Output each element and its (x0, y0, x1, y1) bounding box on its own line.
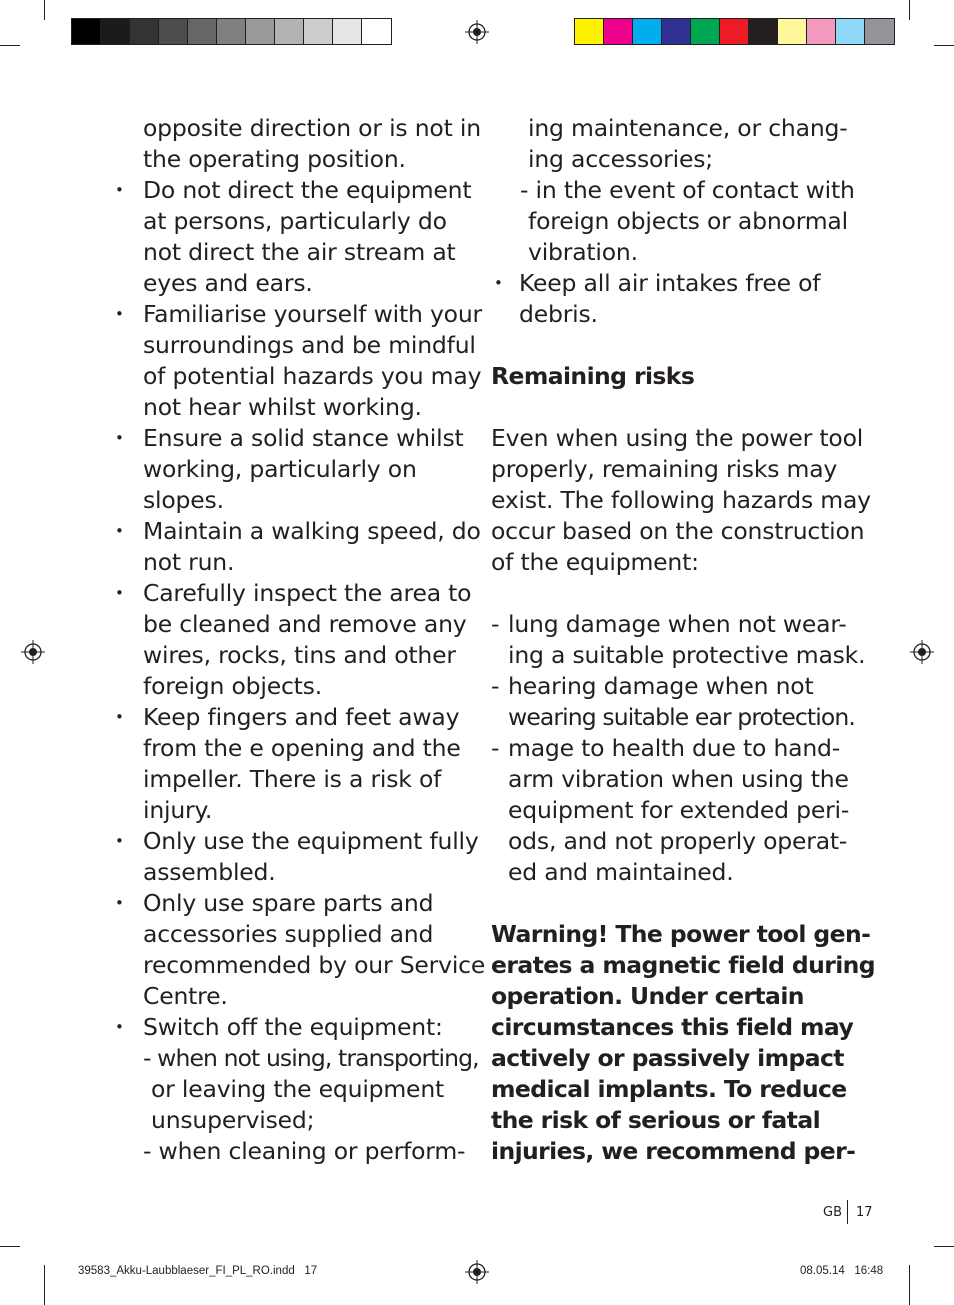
color-swatch (130, 19, 159, 44)
text-line: Switch off the equipment: (143, 1013, 443, 1041)
text-line: ing accessories; (528, 145, 713, 173)
text-line: wearing suitable ear protection. (508, 703, 855, 731)
text-line: injury. (143, 796, 213, 824)
registration-mark-icon (465, 20, 489, 44)
color-swatch (275, 19, 304, 44)
color-swatch (101, 19, 130, 44)
text-line: not hear whilst working. (143, 393, 422, 421)
page-number: 17 (856, 1205, 873, 1220)
section-heading: Remaining risks (491, 362, 695, 390)
sub-item-line: foreign objects or abnormal (528, 207, 848, 235)
text-line: eyes and ears. (143, 269, 313, 297)
text-line: be cleaned and remove any (143, 610, 467, 638)
color-swatch (836, 19, 865, 44)
language-code: GB (823, 1205, 842, 1220)
bullet-icon: • (494, 274, 503, 292)
text-line: not direct the air stream at (143, 238, 456, 266)
bullet-icon: • (115, 894, 124, 912)
intro-paragraph (491, 423, 871, 578)
bullet-item (110, 702, 470, 826)
process-color-bar (574, 18, 895, 45)
text-line: Only use spare parts and (143, 889, 434, 917)
color-swatch (691, 19, 720, 44)
color-swatch (604, 19, 633, 44)
color-swatch (575, 19, 604, 44)
slug-file-name: 39583_Akku-Laubblaeser_FI_PL_RO.indd 17 (78, 1265, 318, 1277)
dash-icon: - (491, 672, 500, 700)
color-swatch (304, 19, 333, 44)
bullet-item (110, 299, 482, 423)
bullet-item (110, 578, 470, 702)
text-line: Carefully inspect the area to (143, 579, 472, 607)
bullet-icon: • (115, 522, 124, 540)
risk-item (491, 609, 866, 671)
color-swatch (720, 19, 749, 44)
bullet-icon: • (115, 1018, 124, 1036)
color-swatch (159, 19, 188, 44)
left-column (110, 113, 486, 1167)
text-line: Maintain a walking speed, do (143, 517, 481, 545)
text-line: mage to health due to hand- (508, 734, 841, 762)
text-line: occur based on the construction (491, 517, 865, 545)
text-line: Familiarise yourself with your (143, 300, 482, 328)
text-line: Do not direct the equipment (143, 176, 472, 204)
bullet-item (110, 423, 470, 516)
bullet-item (491, 268, 851, 330)
text-line: assembled. (143, 858, 276, 886)
text-line: ing a suitable protective mask. (508, 641, 866, 669)
grayscale-color-bar (71, 18, 392, 45)
text-line: of potential hazards you may (143, 362, 482, 390)
bullet-item (110, 1012, 470, 1043)
text-line: ed and maintained. (508, 858, 734, 886)
text-line: the operating position. (143, 145, 406, 173)
page-number-divider (847, 1200, 848, 1224)
text-line: foreign objects. (143, 672, 322, 700)
text-line: surroundings and be mindful (143, 331, 476, 359)
text-line: Ensure a solid stance whilst (143, 424, 464, 452)
text-line: accessories supplied and (143, 920, 434, 948)
text-line: Centre. (143, 982, 228, 1010)
bullet-item (110, 826, 479, 888)
warning-line: circumstances this field may (491, 1013, 854, 1041)
color-swatch (749, 19, 778, 44)
bullet-icon: • (115, 584, 124, 602)
text-line: wires, rocks, tins and other (143, 641, 456, 669)
color-swatch (362, 19, 391, 44)
color-swatch (633, 19, 662, 44)
text-line: hearing damage when not (508, 672, 814, 700)
sub-item-line: - when cleaning or perform- (143, 1137, 466, 1165)
sub-item-line: vibration. (528, 238, 638, 266)
bullet-item (110, 888, 486, 1012)
text-line: from the e opening and the (143, 734, 461, 762)
text-line: equipment for extended peri- (508, 796, 850, 824)
sub-item-line: or leaving the equipment (151, 1075, 445, 1103)
warning-paragraph (491, 919, 876, 1167)
text-line: ods, and not properly operat- (508, 827, 848, 855)
color-swatch (865, 19, 894, 44)
bullet-item (110, 516, 481, 578)
text-line: exist. The following hazards may (491, 486, 871, 514)
color-swatch (188, 19, 217, 44)
text-line: debris. (519, 300, 598, 328)
text-line: Only use the equipment fully (143, 827, 479, 855)
registration-mark-icon (910, 640, 934, 664)
text-line: ing maintenance, or chang- (528, 114, 848, 142)
bullet-item (110, 175, 470, 299)
text-line: working, particularly on (143, 455, 417, 483)
bullet-icon: • (115, 832, 124, 850)
text-line: recommended by our Service (143, 951, 486, 979)
text-line: lung damage when not wear- (508, 610, 847, 638)
text-line: opposite direction or is not in (143, 114, 481, 142)
sub-item-line: - in the event of contact with (520, 176, 855, 204)
registration-mark-icon (465, 1260, 489, 1284)
bullet-icon: • (115, 305, 124, 323)
text-line: at persons, particularly do (143, 207, 447, 235)
color-swatch (333, 19, 362, 44)
color-swatch (72, 19, 101, 44)
dash-icon: - (491, 734, 500, 762)
color-swatch (778, 19, 807, 44)
bullet-icon: • (115, 181, 124, 199)
text-line: not run. (143, 548, 235, 576)
text-line: properly, remaining risks may (491, 455, 838, 483)
color-swatch (662, 19, 691, 44)
bullet-icon: • (115, 708, 124, 726)
dash-icon: - (491, 610, 500, 638)
warning-line: the risk of serious or fatal (491, 1106, 821, 1134)
sub-item-line: - when not using, transporting, (143, 1044, 479, 1072)
risk-item (491, 671, 855, 733)
warning-line: Warning! The power tool gen- (491, 920, 871, 948)
risk-item (491, 733, 851, 888)
text-line: Keep fingers and feet away (143, 703, 460, 731)
registration-mark-icon (21, 640, 45, 664)
warning-line: medical implants. To reduce (491, 1075, 847, 1103)
warning-line: injuries, we recommend per- (491, 1137, 856, 1165)
sub-item-line: unsupervised; (151, 1106, 315, 1134)
text-line: of the equipment: (491, 548, 699, 576)
slug-date-time: 08.05.14 16:48 (800, 1265, 884, 1277)
warning-line: erates a magnetic field during (491, 951, 876, 979)
text-line: slopes. (143, 486, 224, 514)
warning-line: actively or passively impact (491, 1044, 844, 1072)
color-swatch (246, 19, 275, 44)
right-column (491, 113, 876, 1167)
color-swatch (217, 19, 246, 44)
text-line: Keep all air intakes free of (519, 269, 821, 297)
color-swatch (807, 19, 836, 44)
text-line: arm vibration when using the (508, 765, 849, 793)
bullet-icon: • (115, 429, 124, 447)
warning-line: operation. Under certain (491, 982, 804, 1010)
text-line: impeller. There is a risk of (143, 765, 442, 793)
text-line: Even when using the power tool (491, 424, 864, 452)
